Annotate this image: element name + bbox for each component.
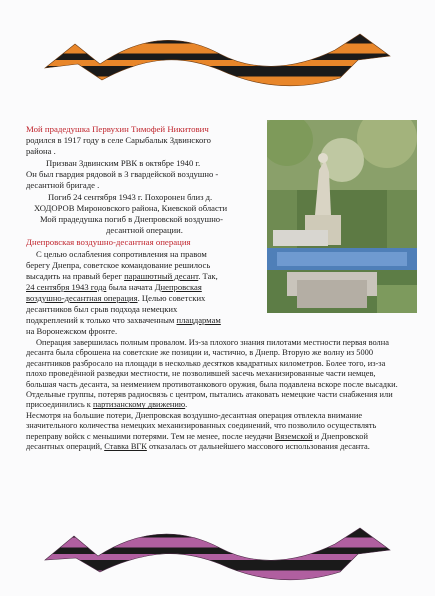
intro-heading: Мой прадедушка Первухин Тимофей Никитович bbox=[26, 124, 209, 134]
p1-line5 bbox=[26, 293, 205, 304]
paragraph-failure bbox=[26, 338, 404, 411]
intro-born-line2: района . bbox=[26, 146, 56, 156]
p1-line8: на Воронежском фронте. bbox=[26, 326, 118, 336]
p1-line3-end: . Так, bbox=[198, 271, 218, 281]
dnieper-link[interactable]: Днепровская bbox=[154, 282, 202, 292]
intro-born-line1: родился в 1917 году в селе Сарыбалык Здвинского bbox=[26, 135, 211, 145]
intro-served-line2: десантной бригаде . bbox=[26, 180, 100, 190]
operation-heading: Днепровская воздушно-десантная операция bbox=[26, 237, 191, 247]
vyazma-link[interactable]: Вяземской bbox=[274, 431, 313, 441]
partisan-movement-link[interactable]: партизанскому движению bbox=[92, 400, 186, 410]
p1-line7 bbox=[26, 315, 221, 326]
intro-died-line2: ХОДОРОВ Мироновского района, Киевской области bbox=[34, 203, 228, 213]
intro-died-line3: Мой прадедушка погиб в Днепровской воздушно- bbox=[40, 214, 223, 224]
p3-text3: отказалась от дальнейшего массового использования десанта. bbox=[146, 442, 370, 452]
memorial-photo bbox=[267, 120, 417, 313]
p3-text: Несмотря на большие потери, Днепровская воздушно-десантная операция отвлекла внимание значительного количества немецких механизированных соединений, что позволило осуществлять переправу войск с меньшими потерями. Тем не менее, после неудачи bbox=[26, 410, 377, 441]
p1-line5-text: . Целью советских bbox=[137, 293, 206, 303]
p1-line4-text: была начата bbox=[106, 282, 155, 292]
st-george-ribbon-top bbox=[40, 20, 395, 90]
intro-died-line4: десантной операции. bbox=[106, 225, 183, 235]
p1-line3-text: высадить на правый берег bbox=[26, 271, 125, 281]
intro-served-line1: Он был гвардия рядовой в 3 гвардейской воздушно - bbox=[26, 169, 219, 179]
p2-text: Операция завершилась полным провалом. Из-за плохого знания пилотами местности первая волна десанта была сброшена на советские же позиции и, частично, в Днепр. Вторую же волну из 5000 десантников разбросало на площади в несколько десятков квадратных километров. Более того, из-за плохо проведённой разведки местности, не позволившей засечь механизированные части немцев, большая часть десанта, за неимением противотанкового оружия, была подавлена вскоре после высадки. Отдельные группы, потеряв радиосвязь с центром, пытались атаковать немецкие части снабжения или присоединились к bbox=[26, 338, 398, 410]
intro-died-line1: Погиб 24 сентября 1943 г. Похоронен близ д. bbox=[48, 192, 213, 202]
date-link[interactable]: 24 сентября 1943 года bbox=[26, 282, 107, 292]
operation-body bbox=[26, 338, 404, 452]
p1-line6: десантников был срыв подхода немецких bbox=[26, 304, 178, 314]
paragraph-consequences bbox=[26, 411, 404, 453]
p1-line4 bbox=[26, 282, 202, 293]
intro-drafted: Призван Здвинским РВК в октябре 1940 г. bbox=[46, 158, 201, 168]
airborne-operation-link[interactable]: воздушно-десантная операция bbox=[26, 293, 138, 303]
p1-line7-text: подкреплений к только что захваченным bbox=[26, 315, 177, 325]
p1-line3 bbox=[26, 271, 218, 282]
p1-line1: С целью ослабления сопротивления на правом bbox=[36, 249, 207, 259]
st-george-ribbon-bottom bbox=[40, 514, 395, 584]
stavka-link[interactable]: Ставка ВГК bbox=[104, 442, 147, 452]
bridgeheads-link[interactable]: плацдармам bbox=[176, 315, 221, 325]
p2-end: . bbox=[185, 400, 188, 410]
p1-line2: берегу Днепра, советское командование решилось bbox=[26, 260, 211, 270]
paratrooper-landing-link[interactable]: парашютный десант bbox=[124, 271, 199, 281]
p3-text2: и Днепровской десантных операций, bbox=[26, 431, 368, 452]
